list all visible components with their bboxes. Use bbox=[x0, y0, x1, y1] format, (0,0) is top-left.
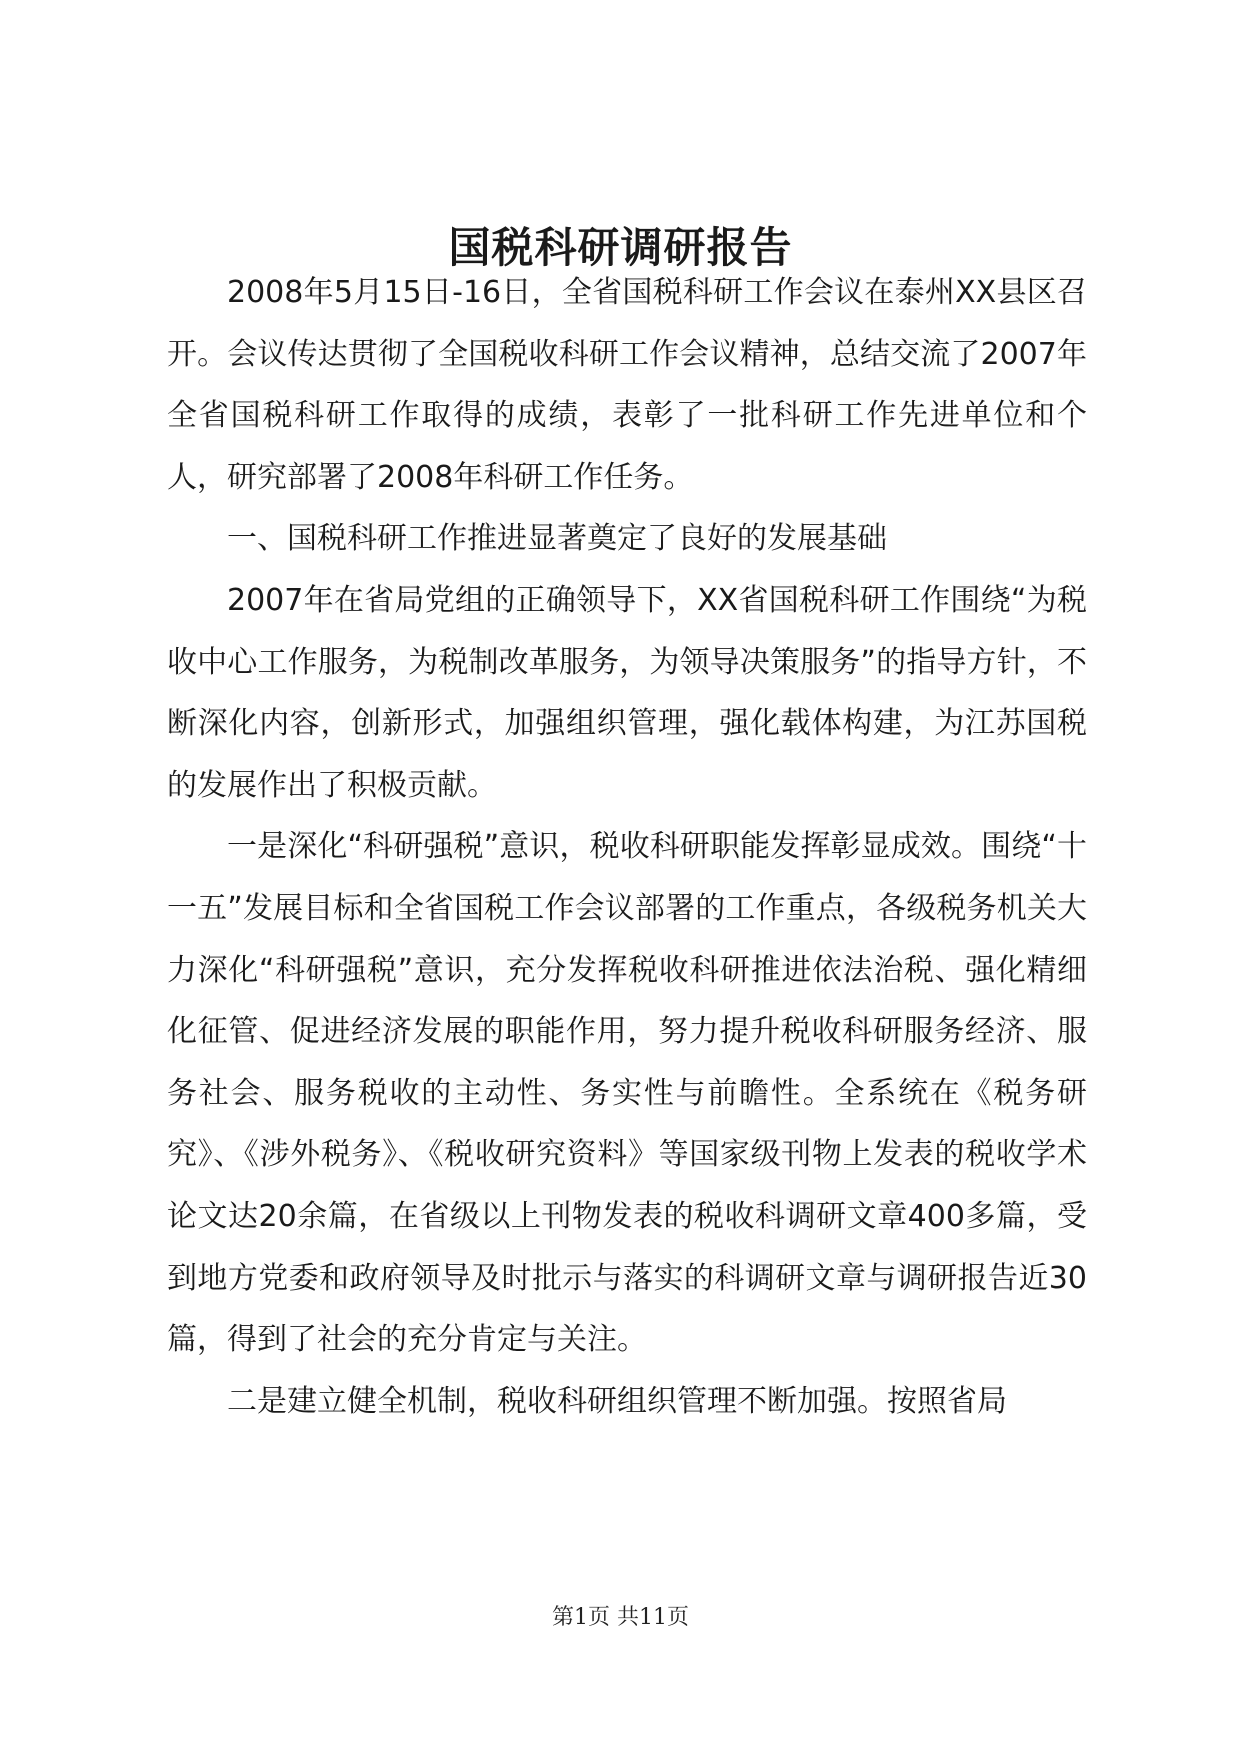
paragraph-meeting-intro: 2008年5月15日-16日，全省国税科研工作会议在泰州XX县区召开。会议传达贯彻了全国税收科研工作会议精神，总结交流了2007年全省国税科研工作取得的成绩，表彰了一批科研工作先进单位和个人，研究部署了2008年科研工作任务。 bbox=[167, 275, 1087, 495]
document-body bbox=[167, 262, 1087, 1432]
document-title: 国税科研调研报告 bbox=[448, 223, 793, 272]
paragraph-point-one: 一是深化“科研强税”意识，税收科研职能发挥彰显成效。围绕“十一五”发展目标和全省国税工作会议部署的工作重点，各级税务机关大力深化“科研强税”意识，充分发挥税收科研推进依法治税、强化精细化征管、促进经济发展的职能作用，努力提升税收科研服务经济、服务社会、服务税收的主动性、务实性与前瞻性。全系统在《税务研究》、《涉外税务》、《税收研究资料》等国家级刊物上发表的税收学术论文达20余篇，在省级以上刊物发表的税收科调研文章400多篇，受到地方党委和政府领导及时批示与落实的科调研文章与调研报告近30篇，得到了社会的充分肯定与关注。 bbox=[167, 829, 1087, 1358]
section-heading-1: 一、国税科研工作推进显著奠定了良好的发展基础 bbox=[227, 521, 887, 557]
page-number-footer: 第1页 共11页 bbox=[552, 1605, 689, 1630]
paragraph-point-two: 二是建立健全机制，税收科研组织管理不断加强。按照省局 bbox=[227, 1383, 1007, 1419]
paragraph-2007-overview: 2007年在省局党组的正确领导下，XX省国税科研工作围绕“为税收中心工作服务，为税制改革服务，为领导决策服务”的指导方针，不断深化内容，创新形式，加强组织管理，强化载体构建，为江苏国税的发展作出了积极贡献。 bbox=[167, 582, 1087, 803]
